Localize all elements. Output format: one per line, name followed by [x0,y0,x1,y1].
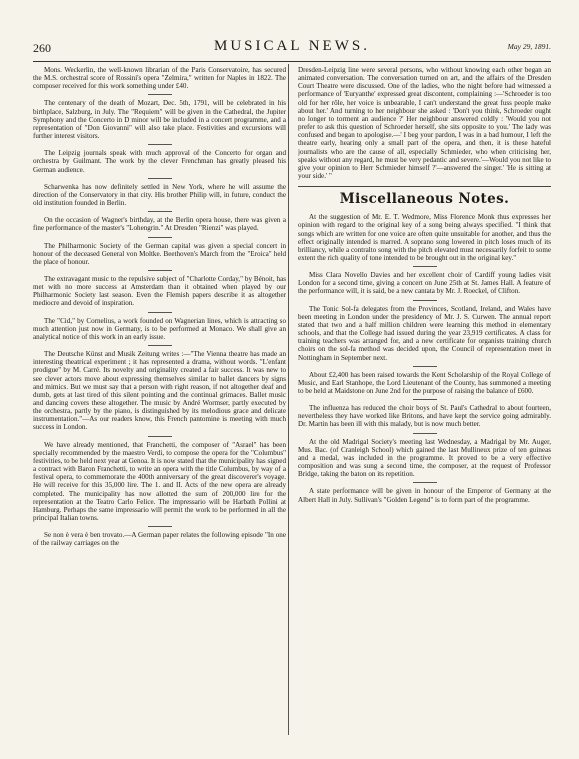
article-paragraph: Scharwenka has now definitely settled in New York, where he will assume the direction of the Conservatory in that city. His brother Philip will, in future, conduct the old institution founded in Berlin. [33,182,286,208]
article-paragraph: We have already mentioned, that Franchetti, the composer of "Asrael" has been specially recommended by the maestro Verdi, to compose the opera for the "Columbus" festivities, to be held next year at Genoa. It is now stated that the municipality has signed a contract with Baron Franchetti, to write an opera with the title Columbus, by way of a festival opera, to commemorate the 400th anniversary of the great discoverer's voyage. He will receive for this 35,000 lire. The 1. and II. Acts of the new opera are already completed. The municipality has now allotted the sum of 200,000 lire for the representation at the Teatro Carlo Felice. The impressario will be Harbath Pollini at Hamburg. Perhaps the same impressario will permit the work to be performed in all the principal Italian towns. [33,440,286,523]
paragraph-separator [413,399,437,400]
article-paragraph: The Philharmonic Society of the German capital was given a special concert in honour of the deceased General von Moltke. Beethoven's March from the "Eroica" held the place of honour. [33,241,286,266]
note-paragraph: A state performance will be given in honour of the Emperor of Germany at the Albert Hall in July. Sullivan's "Golden Legend" is to form part of the programme. [298,487,551,504]
article-paragraph: The "Cid," by Cornelius, a work founded on Wagnerian lines, which is attracting so much attention just now in Germany, is to be performed at Monaco. We shall give an analytical notice of this work in an early issue. [33,316,286,341]
paragraph-separator [148,270,172,271]
article-paragraph: Mons. Weckerlin, the well-known librarian of the Paris Conservatoire, has secured the M.S. orchestral score of Rossini's opera "Zelmira," written for Naples in 1822. The composer received for this work something under £40. [33,66,286,91]
paragraph-separator [148,436,172,437]
note-paragraph: About £2,400 has been raised towards the Kent Scholarship of the Royal College of Music, and Earl Stanhope, the Lord Lieutenant of the County, has summoned a meeting to be held at Maidstone on June 2nd for the purpose of raising the balance of £600. [298,370,551,395]
article-paragraph: The centenary of the death of Mozart, Dec. 5th, 1791, will be celebrated in his birthplace, Salzburg, in July. The "Requiem" will be given in the Cathedral, the Jupiter Symphony and the Concerto in D minor will be included in a concert programme, and a representation of "Don Giovanni" will also take place. Festivities and excursions will further interest visitors. [33,99,286,141]
paragraph-separator [148,94,172,95]
note-paragraph: The Tonic Sol-fa delegates from the Provinces, Scotland, Ireland, and Wales have been meeting in London under the presidency of Mr. J. S. Curwen. The annual report stated that two and a half million children were learning this method in elementary schools, and that the College had issued during the year 23,919 certificates. A class for training teachers was arranged for, and a new certificate for organists training church choirs on the sol-fa method was decided upon, the Council of representation meet in Nottingham in September next. [298,304,551,362]
paragraph-separator [148,144,172,145]
column-divider [288,64,289,735]
article-paragraph: The extravagant music to the repulsive subject of "Charlotte Corday," by Bénoit, has met with no more success at Amsterdam than it obtained when played by our Philharmonic Society last season. Even the Flemish papers describe it as altogether mediocre and devoid of inspiration. [33,274,286,308]
left-column [33,66,286,739]
journal-title: MUSICAL NEWS. [214,38,370,54]
paragraph-separator [413,482,437,483]
section-rule [298,186,551,187]
page-number: 260 [33,41,51,55]
paragraph-separator [148,211,172,212]
paragraph-separator [413,266,437,267]
paragraph-separator [148,345,172,346]
header-rule [33,61,551,62]
issue-date: May 29, 1891. [507,42,551,51]
paragraph-separator [148,237,172,238]
right-column [298,66,551,739]
note-paragraph: Miss Clara Novello Davies and her excellent choir of Cardiff young ladies visit London for a second time, giving a concert on June 25th at St. James Hall. A feature of the performance will, it is said, be a new cantata by Mr. J. Roeckel, of Clifton. [298,271,551,296]
paragraph-separator [413,366,437,367]
section-heading: Miscellaneous Notes. [339,191,510,208]
article-paragraph: The Deutsche Künst and Musik Zeitung writes :—"The Vienna theatre has made an interesting theatrical experiment ; it has represented a drama, without words. "L'enfant prodigue" by M. Carré. Its novelty and originality created a fair success. It was new to see clever actors move about expressing themselves similar to ballet dancers by signs and mimics. But we must say that a person with right reason, if not altogether deaf and dumb, gets at last tired of this silent pointing and the continual grimaces. Ballet music and dancing covers these altogether. The music by André Wormser, partly executed by the orchestra, partly by the piano, is distinguished by its melodious grace and delicate instrumentation."—As our readers know, this French pantomine is meeting with much success in London. [33,350,286,432]
page-header [33,38,551,56]
paragraph-separator [413,300,437,301]
paragraph-separator [148,312,172,313]
article-paragraph: On the occasion of Wagner's birthday, at the Berlin opera house, there was given a fine performance of the master's "Lohengrin." At Dresden "Rienzi" was played. [33,216,286,233]
note-paragraph: At the old Madrigal Society's meeting last Wednesday, a Madrigal by Mr. Auger, Mus. Bac. (of Cranleigh School) which gained the last Mullineux prize of ten guineas and a medal, was included in the programme. It proved to be a very effective composition and was sung a second time, the composer, at the request of Professor Bridge, taking the baton on its repetition. [298,437,551,479]
paragraph-separator [413,433,437,434]
article-paragraph: The Leipzig journals speak with much approval of the Concerto for organ and orchestra by Guilmant. The work by the clever Frenchman has greatly pleased his German audience. [33,149,286,174]
article-paragraph: Se non è vera è ben trovato.—A German paper relates the following episode "In one of the railway carriages on the [33,531,286,548]
note-paragraph: The influenza has reduced the choir boys of St. Paul's Cathedral to about fourteen, nevertheless they have worked like Britons, and have kept the service going admirably. Dr. Martin has been ill with this malady, but is now much better. [298,404,551,429]
note-paragraph: At the suggestion of Mr. E. T. Wedmore, Miss Florence Monk thus expresses her opinion with regard to the original key of a song being always specified. "I think that songs which are written for one voice are often quite unsuitable for another, and thus the effect originally intended is marred. A soprano song lowered in pitch loses much of its brilliancy, while a contralto song with the pitch elevated must necessarily forfeit to some extent the rich quality of tone intended to be brought out in the original key." [298,213,551,262]
paragraph-separator [148,526,172,527]
article-paragraph-continued: Dresden-Leipzig line were several persons, who without knowing each other began an animated conversation. The conversation turned on art, and the affairs of the Dresden Court Theatre were discussed. One of the ladies, who the night before had witnessed a performance of 'Euryanthe' expressed great discontent, complaining :—'Schroeder is too old for her rôle, her voice is unbearable, I can't understand the great fuss people make about her.' And turning to her neighbour she asked : 'Don't you think, Schroeder ought no longer to torment an audience ?' Her neighbour answered coldly : 'Would you not prefer to ask this question of Schroeder herself, she sits opposite to you.' The lady was confused and began to apologise.—' I beg your pardon, I was in a bad humour, I left the theatre early, hearing only a small part of the opera, and then, it is these hateful journalists who are the cause of all, especially Schmieder, who when criticising her, speaks without any regard, he must be very pedantic and severe.'—Would you not like to give your opinion to Herr Schmieder himself ?'—answered the singer.' 'He is sitting at your side.' " [298,66,551,181]
paragraph-separator [148,178,172,179]
